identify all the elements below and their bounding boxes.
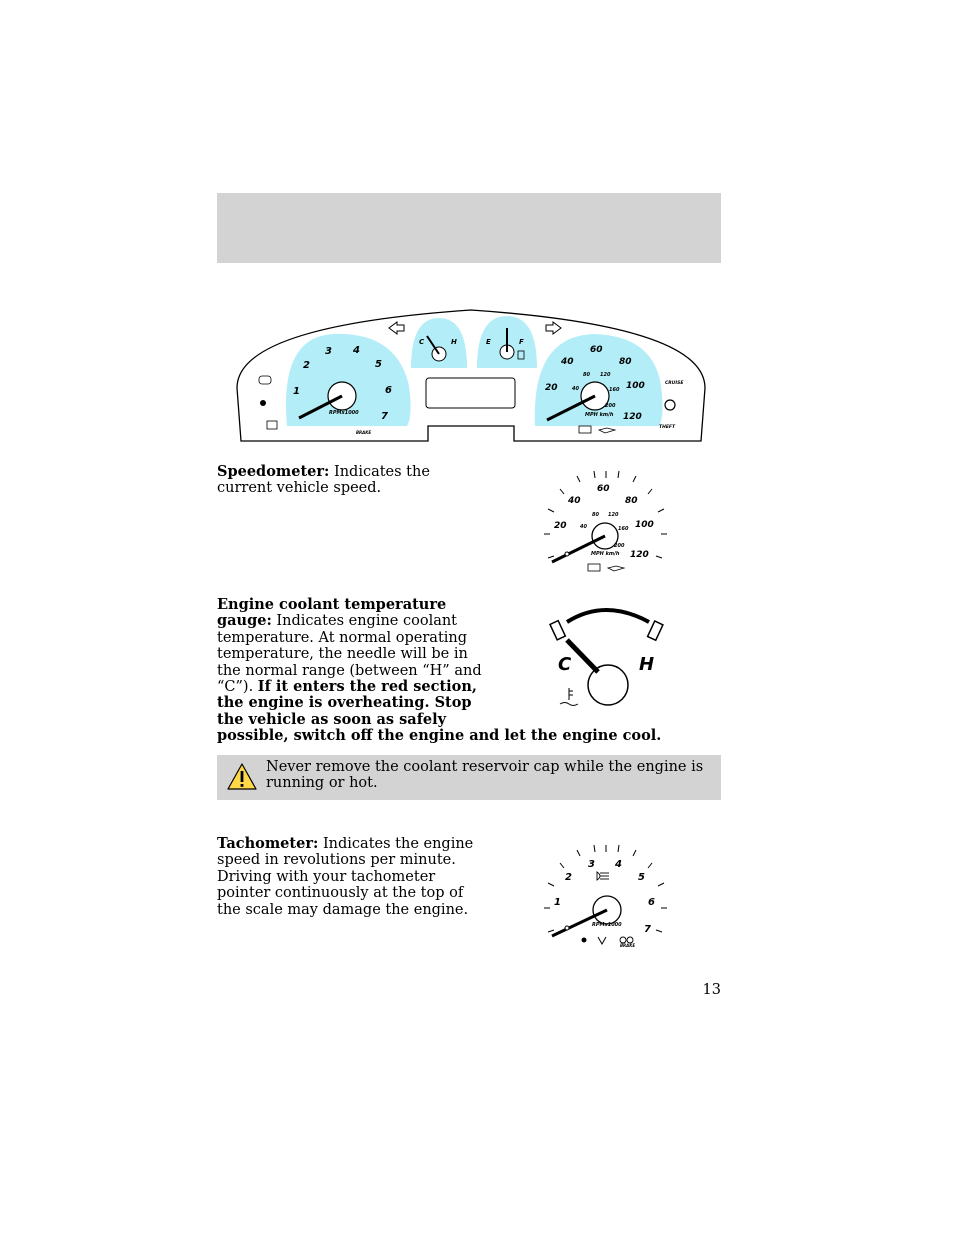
speedometer-figure (540, 468, 670, 578)
warning-triangle-icon (226, 762, 258, 792)
coolant-line8: the vehicle as soon as safely (217, 710, 447, 728)
tachometer-paragraph (217, 836, 477, 918)
cold-end-marker (550, 621, 565, 640)
tach-num-3: 3 (325, 346, 332, 357)
speedo-mph-20: 20 (545, 383, 558, 393)
tachometer-line3: Driving with your tachometer (217, 868, 436, 885)
speedometer-kmh-120: 120 (608, 512, 619, 518)
coolant-line6-bold: If it enters the red section, (257, 678, 477, 696)
coolant-line9: possible, switch off the engine and let the engine cool. (217, 727, 662, 745)
tachometer-num-6: 6 (648, 897, 655, 908)
tach-num-2: 2 (303, 360, 310, 371)
tachometer-num-7: 7 (644, 924, 651, 935)
tachometer-figure (540, 840, 670, 952)
theft-label: THEFT (659, 425, 676, 430)
speedometer-mph-60: 60 (597, 484, 610, 494)
speedometer-kmh-160: 160 (618, 526, 629, 532)
tach-unit-label: RPMx1000 (329, 410, 359, 416)
speedo-unit-label: MPH km/h (585, 412, 614, 418)
speedometer-kmh-80: 80 (592, 512, 599, 518)
speedometer-mph-100: 100 (635, 520, 654, 530)
speedometer-kmh-200: 200 (614, 543, 625, 549)
airbag-lamp-icon (260, 400, 266, 406)
speedo-kmh-40: 40 (572, 386, 579, 392)
speedometer-unit-label: MPH km/h (591, 551, 620, 557)
tachometer-num-1: 1 (554, 897, 561, 908)
tachometer-brake-label: BRAKE (620, 943, 636, 948)
tach-num-1: 1 (293, 386, 300, 397)
speedo-mph-80: 80 (619, 357, 632, 367)
tachometer-line5: the scale may damage the engine. (217, 901, 469, 918)
tachometer-line2: speed in revolutions per minute. (217, 852, 456, 869)
coolant-line7: the engine is overheating. Stop (217, 694, 472, 712)
speedometer-mph-40: 40 (568, 496, 581, 506)
seatbelt-icon (582, 938, 587, 943)
coolant-gauge-figure (545, 600, 670, 718)
coolant-c-label: C (558, 654, 572, 675)
speedo-mph-120: 120 (623, 412, 642, 422)
coolant-line1: Engine coolant temperature (217, 596, 447, 613)
tachometer-line1-rest: Indicates the engine (322, 836, 474, 852)
speedometer-mph-80: 80 (625, 496, 638, 506)
odometer-display (426, 378, 515, 408)
speedo-kmh-160: 160 (609, 387, 620, 393)
speedometer-mph-120: 120 (630, 550, 649, 560)
warning-box (217, 755, 721, 800)
coolant-line2-bold: gauge: (217, 612, 272, 630)
small-fuel-e: E (486, 338, 491, 346)
tachometer-num-4: 4 (615, 859, 622, 870)
speedometer-line1-rest: Indicates the (333, 464, 430, 480)
tach-num-5: 5 (375, 359, 382, 370)
coolant-line5: the normal range (between “H” and (217, 662, 482, 679)
speedometer-line2: current vehicle speed. (217, 480, 382, 497)
speedometer-battery-icon (588, 564, 600, 571)
coolant-line6-rest: “C”). (217, 679, 254, 696)
coolant-h-label: H (639, 654, 655, 675)
speedo-kmh-80: 80 (583, 372, 590, 378)
speedo-kmh-120: 120 (600, 372, 611, 378)
small-fuel-f: F (519, 338, 524, 346)
speedometer-mph-20: 20 (554, 521, 567, 531)
tachometer-num-5: 5 (638, 872, 645, 883)
warning-line1: Never remove the coolant reservoir cap while the engine is (266, 759, 704, 775)
tachometer-line4: pointer continuously at the top of (217, 885, 464, 902)
tachometer-num-3: 3 (588, 859, 595, 870)
speedometer-kmh-40: 40 (580, 524, 587, 530)
speedo-mph-60: 60 (590, 345, 603, 355)
coolant-line3: temperature. At normal operating (217, 629, 468, 646)
speedometer-paragraph (217, 464, 477, 497)
tach-num-4: 4 (353, 345, 360, 356)
cruise-label: CRUISE (665, 381, 684, 386)
airbag-icon (598, 937, 606, 944)
hot-end-marker (648, 621, 663, 640)
page-number: 13 (702, 982, 721, 998)
small-coolant-c: C (419, 338, 425, 346)
coolant-thermometer-icon (560, 688, 578, 706)
speedo-mph-40: 40 (561, 357, 574, 367)
headlamp-icon (597, 872, 609, 880)
coolant-line4: temperature, the needle will be in (217, 646, 468, 663)
speedo-kmh-200: 200 (605, 403, 616, 409)
tachometer-num-2: 2 (565, 872, 572, 883)
warning-text (266, 759, 706, 792)
tachometer-unit-label: RPMx1000 (592, 922, 622, 928)
tachometer-title: Tachometer: (217, 835, 319, 852)
tach-num-7: 7 (381, 411, 388, 422)
brake-label: BRAKE (356, 430, 372, 435)
small-coolant-h: H (451, 338, 457, 346)
header-band (217, 193, 721, 263)
speedometer-oil-icon (608, 566, 624, 571)
speedometer-title: Speedometer: (217, 463, 330, 480)
speedo-mph-100: 100 (626, 381, 645, 391)
tach-num-6: 6 (385, 385, 392, 396)
instrument-cluster-illustration (229, 306, 713, 446)
coolant-line2-rest: Indicates engine coolant (276, 613, 458, 630)
warning-line2: running or hot. (266, 775, 378, 792)
